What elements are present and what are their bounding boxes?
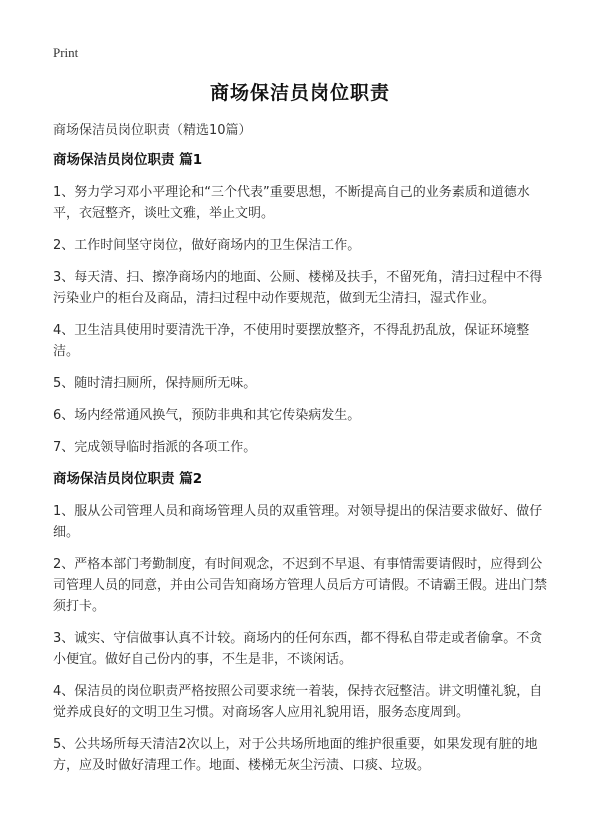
- section-heading: 商场保洁员岗位职责 篇2: [53, 471, 203, 487]
- paragraph: 1、服从公司管理人员和商场管理人员的双重管理。对领导提出的保洁要求做好、做仔细。: [53, 504, 543, 540]
- document-title: 商场保洁员岗位职责: [209, 82, 390, 104]
- paragraph: 2、工作时间坚守岗位，做好商场内的卫生保洁工作。: [53, 238, 361, 253]
- document-body: [53, 150, 550, 787]
- paragraph: 7、完成领导临时指派的各项工作。: [53, 440, 257, 455]
- paragraph: 6、场内经常通风换气，预防非典和其它传染病发生。: [53, 408, 361, 423]
- paragraph: 5、公共场所每天清洁2次以上，对于公共场所地面的维护很重要，如果发现有脏的地方，应及时做好清理工作。地面、楼梯无灰尘污渍、口痰、垃圾。: [53, 737, 538, 773]
- section-heading: 商场保洁员岗位职责 篇1: [53, 152, 203, 168]
- paragraph: 3、诚实、守信做事认真不计较。商场内的任何东西，都不得私自带走或者偷拿。不贪小便宜。做好自己份内的事，不生是非，不谈闲话。: [53, 631, 543, 667]
- paragraph: 4、卫生洁具使用时要清洗干净，不使用时要摆放整齐，不得乱扔乱放，保证环境整洁。: [53, 323, 530, 359]
- paragraph: 3、每天清、扫、擦净商场内的地面、公厕、楼梯及扶手，不留死角，清扫过程中不得污染业户的柜台及商品，清扫过程中动作要规范，做到无尘清扫，湿式作业。: [53, 270, 543, 306]
- print-label: Print: [53, 45, 79, 60]
- paragraph: 5、随时清扫厕所，保持厕所无味。: [53, 376, 257, 391]
- paragraph: 1、努力学习邓小平理论和“三个代表”重要思想，不断提高自己的业务素质和道德水平，衣冠整齐，谈吐文雅，举止文明。: [53, 185, 530, 221]
- paragraph: 4、保洁员的岗位职责严格按照公司要求统一着装，保持衣冠整洁。讲文明懂礼貌，自觉养成良好的文明卫生习惯。对商场客人应用礼貌用语，服务态度周到。: [53, 684, 543, 720]
- paragraph: 2、严格本部门考勤制度，有时间观念，不迟到不早退、有事情需要请假时，应得到公司管理人员的同意，并由公司告知商场方管理人员后方可请假。不请霸王假。进出门禁须打卡。: [53, 557, 548, 614]
- document-subtitle: 商场保洁员岗位职责（精选10篇）: [53, 123, 252, 138]
